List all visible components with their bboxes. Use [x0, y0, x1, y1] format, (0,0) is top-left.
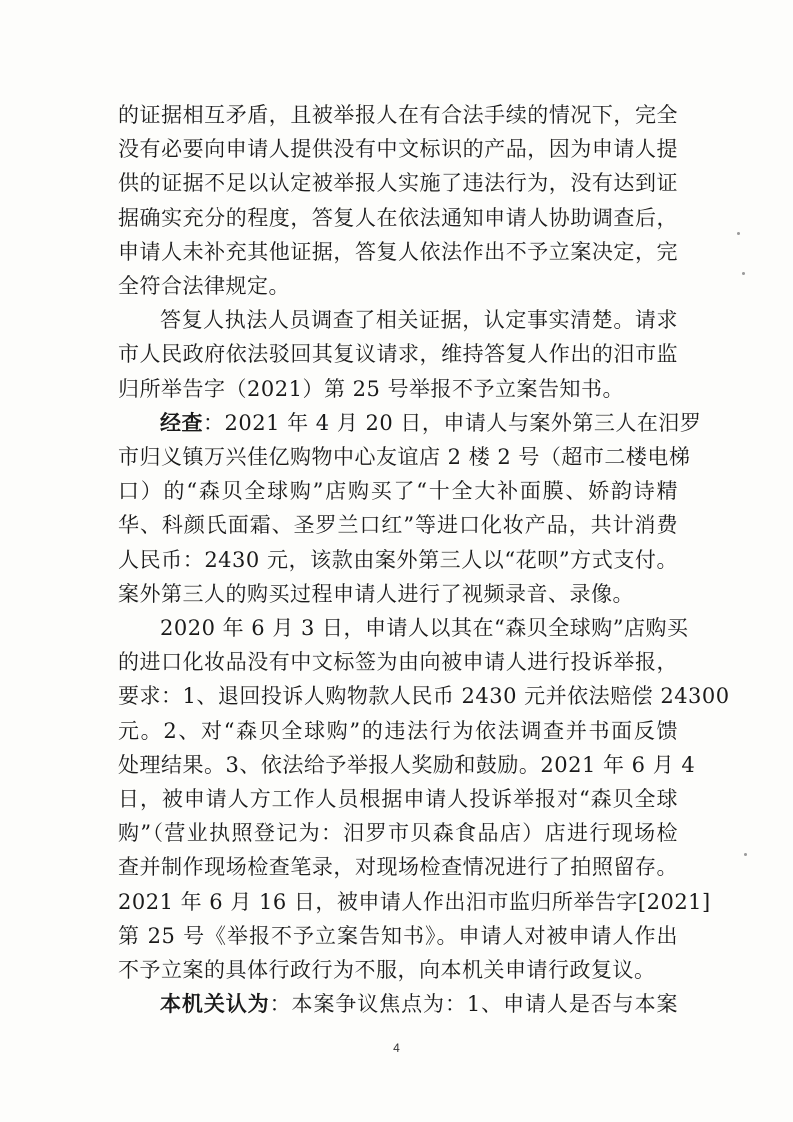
text-line: 要求：1、退回投诉人购物款人民币 2430 元并依法赔偿 24300: [118, 684, 730, 708]
text-line: 不予立案的具体行政行为不服，向本机关申请行政复议。: [118, 958, 656, 982]
text-line: 市人民政府依法驳回其复议请求，维持答复人作出的汨市监: [118, 342, 678, 366]
text-line: 华、科颜氏面霜、圣罗兰口红”等进口化妆产品，共计消费: [118, 513, 678, 537]
text-line: 元。2、对“森贝全球购”的违法行为依法调查并书面反馈: [118, 719, 678, 743]
text-line: 处理结果。3、依法给予举报人奖励和鼓励。2021 年 6 月 4: [118, 753, 696, 777]
text-line: 全符合法律规定。: [118, 274, 290, 298]
findings-paragraph-start: [160, 409, 702, 437]
findings-label: 经查: [160, 411, 203, 435]
text-line: 2020 年 6 月 3 日，申请人以其在“森贝全球购”店购买: [160, 616, 689, 640]
text-line: 据确实充分的程度，答复人在依法通知申请人协助调查后，: [118, 206, 678, 230]
text-line: 2021 年 6 月 16 日，被申请人作出汨市监归所举告字[2021]: [118, 890, 711, 914]
text-line: 口）的“森贝全球购”店购买了“十全大补面膜、娇韵诗精: [118, 479, 678, 503]
scan-speck: [744, 853, 747, 856]
text-run: ：本案争议焦点为：1、申请人是否与本案: [269, 992, 679, 1016]
scan-speck: [737, 232, 740, 235]
text-line: 申请人未补充其他证据，答复人依法作出不予立案决定，完: [118, 240, 678, 264]
text-line: 人民币：2430 元，该款由案外第三人以“花呗”方式支付。: [118, 548, 678, 572]
text-line: 的证据相互矛盾，且被举报人在有合法手续的情况下，完全: [118, 103, 678, 127]
text-line: 日，被申请人方工作人员根据申请人投诉举报对“森贝全球: [118, 787, 678, 811]
scan-speck: [742, 272, 745, 275]
opinion-label: 本机关认为: [160, 992, 270, 1016]
text-line: 的进口化妆品没有中文标签为由向被申请人进行投诉举报，: [118, 650, 678, 674]
text-line: 第 25 号《举报不予立案告知书》。申请人对被申请人作出: [118, 924, 678, 948]
page-number: 4: [393, 1041, 400, 1055]
text-line: 查并制作现场检查笔录，对现场检查情况进行了拍照留存。: [118, 855, 678, 879]
text-line: 购”（营业执照登记为：汨罗市贝森食品店）店进行现场检: [118, 821, 678, 845]
opinion-paragraph-start: [160, 990, 678, 1018]
text-line: 市归义镇万兴佳亿购物中心友谊店 2 楼 2 号（超市二楼电梯: [118, 445, 691, 469]
text-run: ：2021 年 4 月 20 日，申请人与案外第三人在汨罗: [203, 411, 702, 435]
text-line: 供的证据不足以认定被举报人实施了违法行为，没有达到证: [118, 171, 678, 195]
text-line: 归所举告字（2021）第 25 号举报不予立案告知书。: [118, 377, 625, 401]
text-line: 答复人执法人员调查了相关证据，认定事实清楚。请求: [160, 308, 678, 332]
text-line: 案外第三人的购买过程申请人进行了视频录音、录像。: [118, 582, 634, 606]
text-line: 没有必要向申请人提供没有中文标识的产品，因为申请人提: [118, 137, 678, 161]
